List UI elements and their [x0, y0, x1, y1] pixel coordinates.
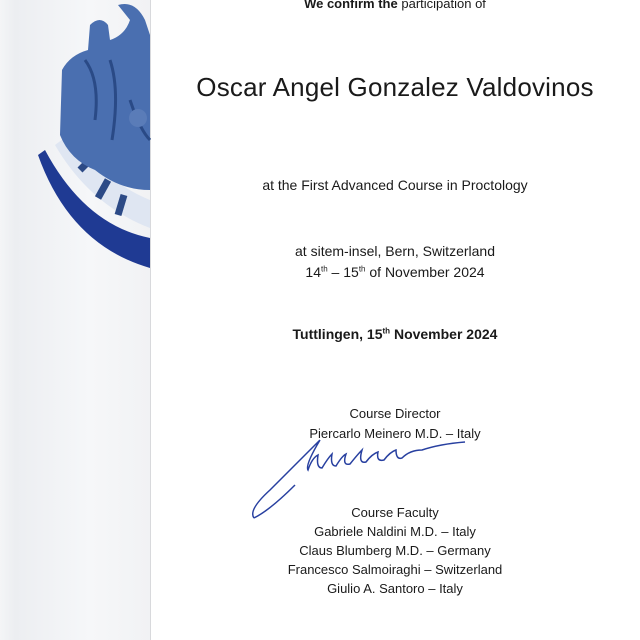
director-name: Piercarlo Meinero M.D. – Italy: [309, 426, 481, 441]
faculty-member: Francesco Salmoiraghi – Switzerland: [287, 562, 503, 577]
course-location: at sitem-insel, Bern, Switzerland: [295, 243, 495, 259]
faculty-heading: Course Faculty: [351, 505, 439, 520]
decorative-statue-emblem: [0, 0, 151, 280]
faculty-member: Gabriele Naldini M.D. – Italy: [314, 524, 476, 539]
faculty-member: Giulio A. Santoro – Italy: [327, 581, 463, 596]
intro-text: We confirm the participation of: [304, 0, 486, 11]
issue-place-date: Tuttlingen, 15th November 2024: [292, 326, 498, 342]
course-dates: 14th – 15th of November 2024: [305, 264, 485, 280]
course-title: at the First Advanced Course in Proctology: [262, 177, 528, 193]
participant-name: Oscar Angel Gonzalez Valdovinos: [196, 72, 594, 102]
faculty-member: Claus Blumberg M.D. – Germany: [299, 543, 491, 558]
director-heading: Course Director: [349, 406, 441, 421]
